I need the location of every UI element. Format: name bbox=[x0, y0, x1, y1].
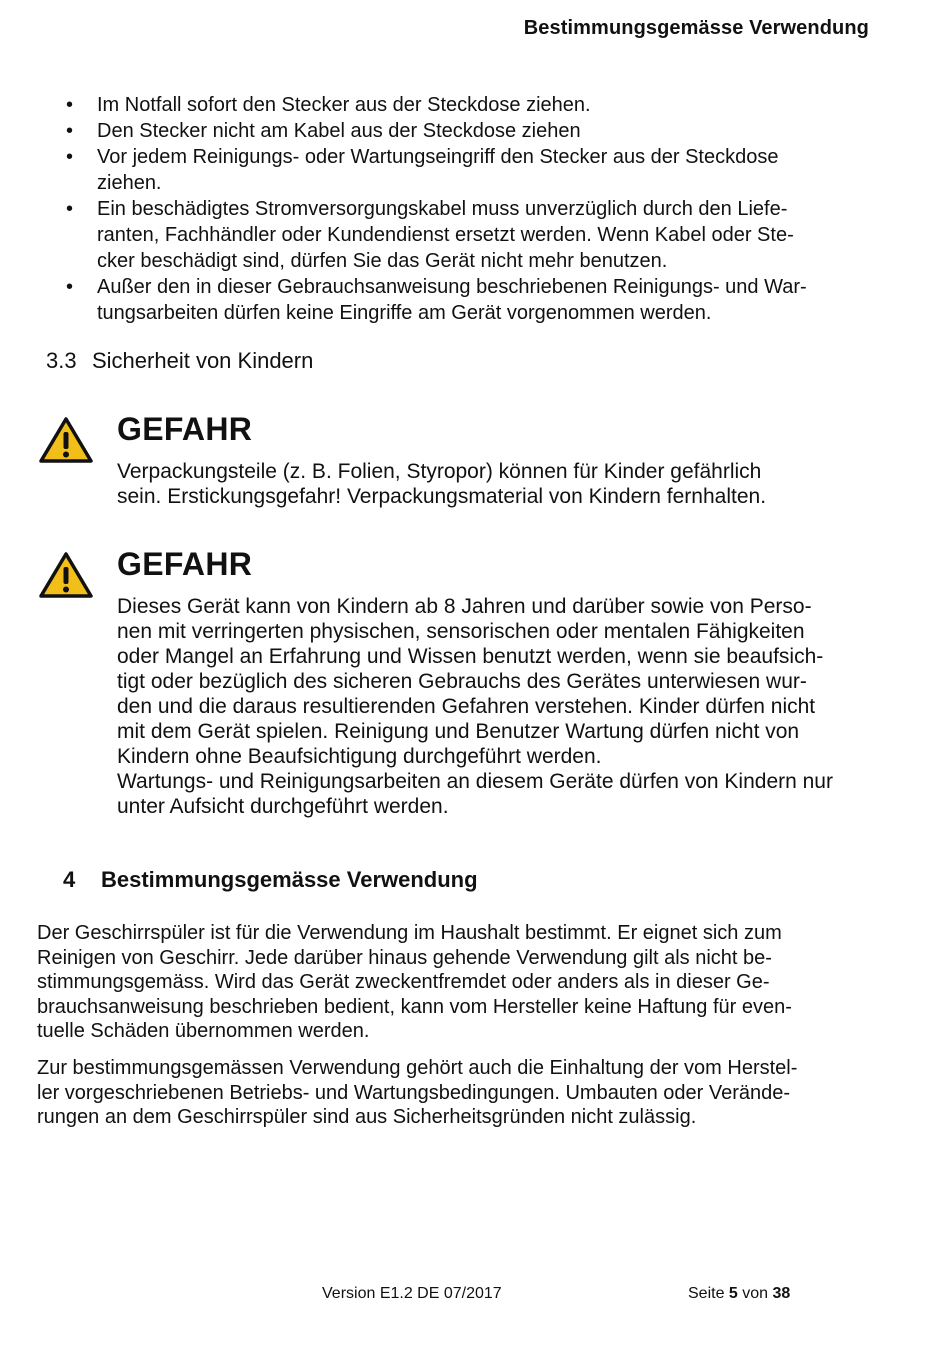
section-heading bbox=[63, 867, 478, 893]
warning-text: Dieses Gerät kann von Kindern ab 8 Jahren und darüber sowie von Perso- nen mit verringerten physischen, sensorischen oder mentalen Fähigkeiten oder Mangel an Erfahrung und Wissen benutzt werden, wenn sie beaufsich- tigt oder bezüglich des sicheren Gebrauchs des Gerätes unterwiesen wur- den und die daraus resultierenden Gefahren verstehen. Kinder dürfen nicht mit dem Gerät spielen. Reinigung und Benutzer Wartung dürfen nicht von Kindern ohne Beaufsichtigung durchgeführt werden. Wartungs- und Reinigungsarbeiten an diesem Geräte dürfen von Kindern nur unter Aufsicht durchgeführt werden. bbox=[117, 595, 833, 818]
section-title: Bestimmungsgemässe Verwendung bbox=[101, 867, 478, 892]
warning-triangle-icon bbox=[38, 550, 94, 600]
subsection-title: Sicherheit von Kindern bbox=[92, 348, 314, 373]
footer-page-number bbox=[688, 1285, 790, 1303]
list-item: • Ein beschädigtes Stromversorgungskabel muss unverzüglich durch den Liefe- ranten, Fachhändler oder Kundendienst ersetzt werden. Wenn Kabel oder Ste- cker beschädigt sind, dürfen Sie das Gerät nicht mehr benutzen. bbox=[62, 196, 882, 274]
footer-version: Version E1.2 DE 07/2017 bbox=[322, 1285, 502, 1302]
page-current: 5 bbox=[728, 1285, 738, 1302]
warning-heading: GEFAHR bbox=[117, 411, 253, 447]
warning-heading: GEFAHR bbox=[117, 546, 253, 582]
page-total: 38 bbox=[772, 1285, 791, 1302]
subsection-number: 3.3 bbox=[46, 348, 77, 373]
list-item: • Den Stecker nicht am Kabel aus der Steckdose ziehen bbox=[62, 118, 882, 144]
subsection-heading bbox=[46, 348, 313, 374]
list-item: • Vor jedem Reinigungs- oder Wartungseingriff den Stecker aus der Steckdose ziehen. bbox=[62, 144, 882, 196]
page-of-label: von bbox=[742, 1285, 769, 1302]
safety-bullet-list bbox=[62, 92, 882, 326]
warning-triangle-icon bbox=[38, 415, 94, 465]
section-number: 4 bbox=[63, 867, 76, 892]
body-paragraph: Der Geschirrspüler ist für die Verwendung im Haushalt bestimmt. Er eignet sich zum Reinigen von Geschirr. Jede darüber hinaus gehende Verwendung gilt als nicht be- stimmungsgemäss. Wird das Gerät zweckentfremdet oder anders als in dieser Ge- brauchsanweisung beschrieben bedient, kann vom Hersteller keine Haftung für even- tuelle Schäden übernommen werden. bbox=[37, 922, 792, 1042]
warning-text: Verpackungsteile (z. B. Folien, Styropor) können für Kinder gefährlich sein. Erstickungsgefahr! Verpackungsmaterial von Kindern fernhalten. bbox=[117, 460, 767, 508]
body-paragraph: Zur bestimmungsgemässen Verwendung gehört auch die Einhaltung der vom Herstel- ler vorgeschriebenen Betriebs- und Wartungsbedingungen. Umbauten oder Verände- rungen an dem Geschirrspüler sind aus Sicherheitsgründen nicht zulässig. bbox=[37, 1057, 798, 1128]
list-item: • Außer den in dieser Gebrauchsanweisung beschriebenen Reinigungs- und War- tungsarbeiten dürfen keine Eingriffe am Gerät vorgenommen werden. bbox=[62, 274, 882, 326]
page-label: Seite bbox=[688, 1285, 725, 1302]
running-header: Bestimmungsgemässe Verwendung bbox=[523, 17, 869, 39]
list-item: • Im Notfall sofort den Stecker aus der Steckdose ziehen. bbox=[62, 92, 882, 118]
